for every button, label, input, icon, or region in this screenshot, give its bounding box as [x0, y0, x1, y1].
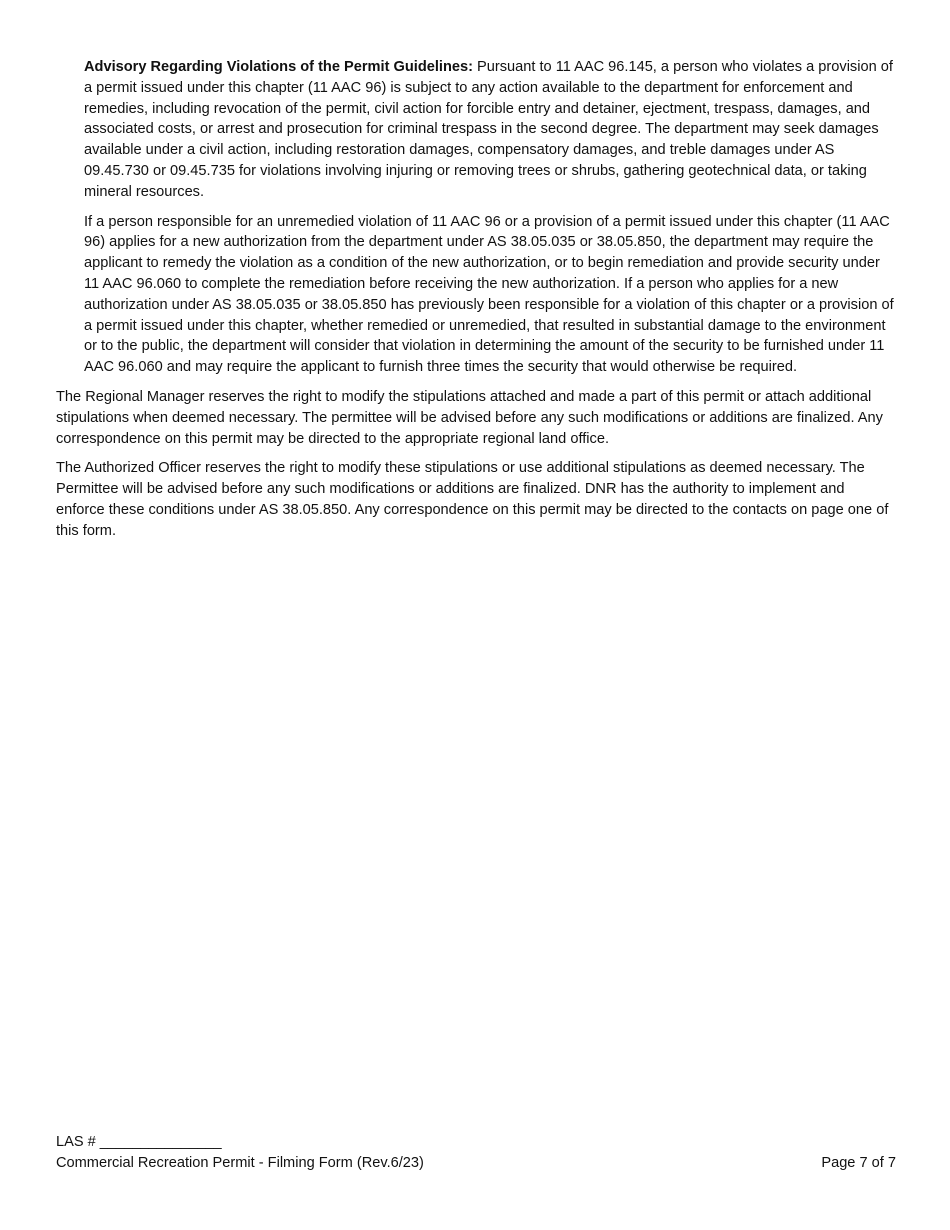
unremedied-violation-paragraph: If a person responsible for an unremedied violation of 11 AAC 96 or a provision of a permit issued under this chapter (11 AAC 96) applies for a new authorization from the department under AS 38.05.035 or 38.05.850, the department may require the applicant to remedy the violation as a condition of the new authorization, or to begin remediation and provide security under 11 AAC 96.060 to complete the remediation before receiving the new authorization. If a person who applies for a new authorization under AS 38.05.035 or 38.05.850 has previously been responsible for a violation of this chapter or a provision of a permit issued under this chapter, whether remedied or unremedied, that resulted in substantial damage to the environment or to the public, the department will consider that violation in determining the amount of the security to be furnished under 11 AAC 96.060 and may require the applicant to furnish three times the security that would otherwise be required. [84, 213, 894, 376]
page-footer [56, 1132, 896, 1174]
page-body [56, 57, 896, 551]
page-number: Page 7 of 7 [821, 1154, 896, 1171]
advisory-paragraph [56, 57, 896, 203]
advisory-body: Pursuant to 11 AAC 96.145, a person who violates a provision of a permit issued under this chapter (11 AAC 96) is subject to any action available to the department for enforcement and remedies, including revocation of the permit, civil action for forcible entry and detainer, ejectment, trespass, damages, and associated costs, or arrest and prosecution for criminal trespass in the second degree. The department may seek damages available under a civil action, including restoration damages, compensatory damages, and treble damages under AS 09.45.730 or 09.45.735 for violations involving injuring or removing trees or shrubs, gathering geotechnical data, or taking mineral resources. [84, 59, 893, 200]
form-name: Commercial Recreation Permit - Filming Form (Rev.6/23) [56, 1154, 424, 1171]
las-number-line: LAS # _______________ [56, 1134, 222, 1150]
advisory-heading: Advisory Regarding Violations of the Permit Guidelines: [84, 59, 473, 75]
authorized-officer-paragraph: The Authorized Officer reserves the right to modify these stipulations or use additional stipulations as deemed necessary. The Permittee will be advised before any such modifications or additions are finalized. DNR has the authority to implement and enforce these conditions under AS 38.05.850. Any correspondence on this permit may be directed to the contacts on page one of this form. [56, 460, 889, 539]
footer-row [56, 1153, 896, 1174]
regional-manager-paragraph: The Regional Manager reserves the right to modify the stipulations attached and made a part of this permit or attach additional stipulations when deemed necessary. The permittee will be advised before any such modifications or additions are finalized. Any correspondence on this permit may be directed to the appropriate regional land office. [56, 388, 883, 447]
